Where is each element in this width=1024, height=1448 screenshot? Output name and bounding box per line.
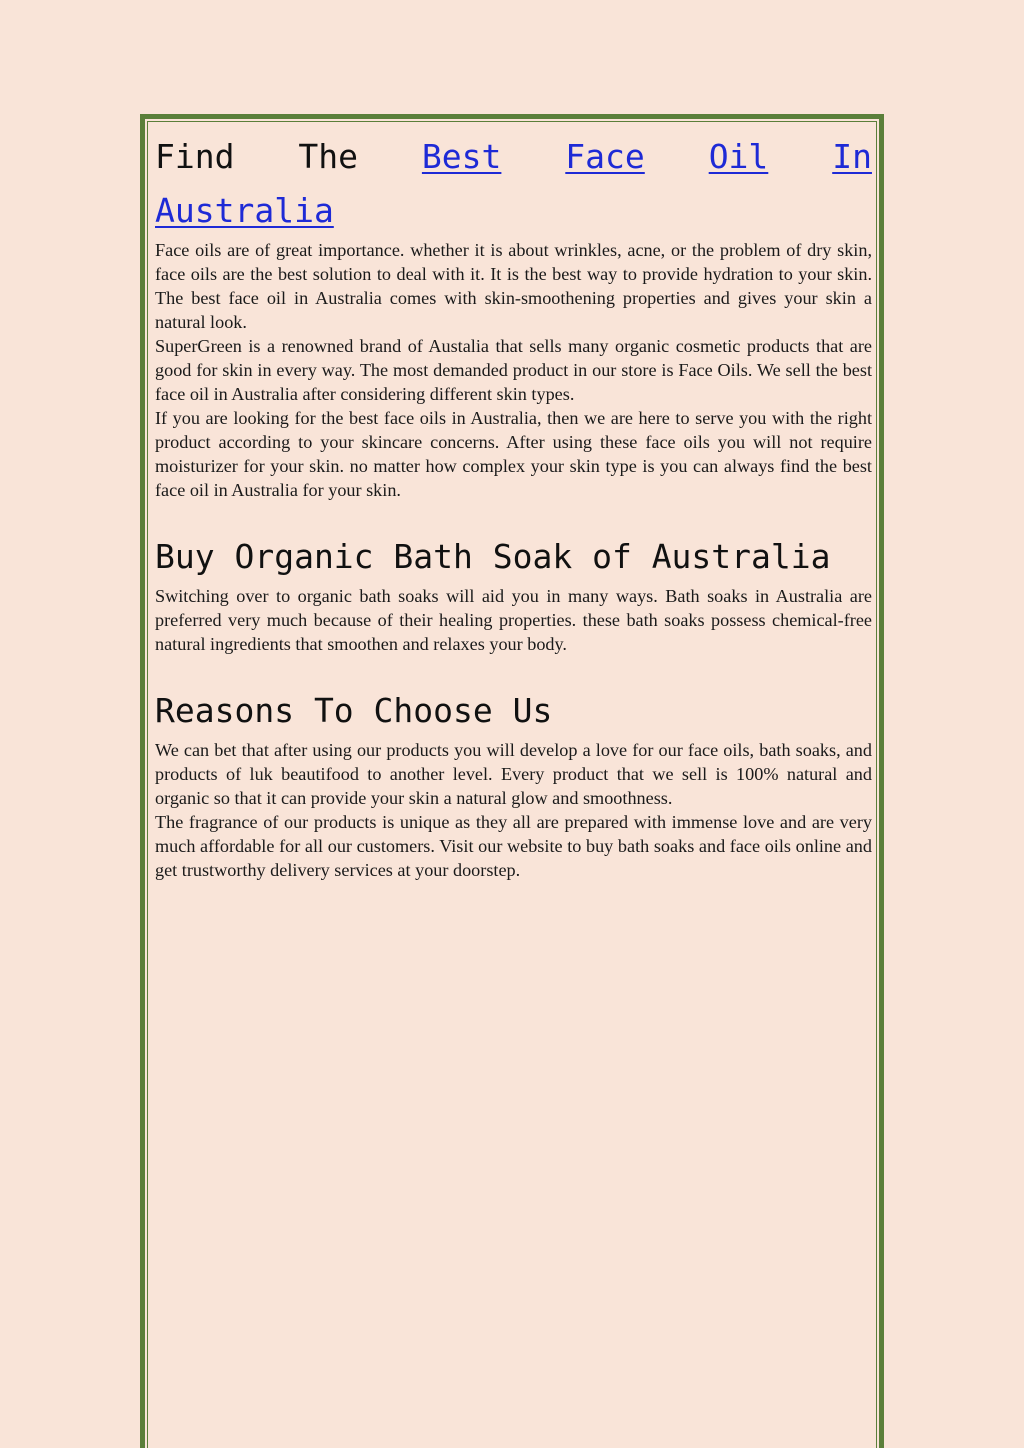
title-line-2	[155, 184, 872, 238]
paragraph-best-face-oils: If you are looking for the best face oils in Australia, then we are here to serve you with the right product according to your skincare concerns. After using these face oils you will not require moisturizer for your skin. no matter how complex your skin type is you can always find the best face oil in Australia for your skin.	[155, 408, 872, 500]
title-link-word-face[interactable]: Face	[565, 137, 645, 176]
title-word-the: The	[298, 137, 358, 176]
title-line-1	[155, 130, 872, 184]
title-link-word-in[interactable]: In	[832, 137, 872, 176]
paragraph-supergreen-brand: SuperGreen is a renowned brand of Austalia that sells many organic cosmetic products that are good for skin in every way. The most demanded product in our store is Face Oils. We sell the best face oil in Australia after considering different skin types.	[155, 336, 872, 404]
paragraph-reasons-products: We can bet that after using our products you will develop a love for our face oils, bath soaks, and products of luk beautifood to another level. Every product that we sell is 100% natural and organic so that it can provide your skin a natural glow and smoothness.	[155, 740, 872, 808]
title-link-word-best[interactable]: Best	[421, 137, 502, 176]
title-link-word-oil[interactable]: Oil	[708, 137, 769, 176]
document-content	[155, 130, 872, 882]
paragraph-face-oils-importance: Face oils are of great importance. whether it is about wrinkles, acne, or the problem of dry skin, face oils are the best solution to deal with it. It is the best way to provide hydration to your skin. The best face oil in Australia comes with skin-smoothening properties and gives your skin a natural look.	[155, 240, 872, 332]
paragraph-fragrance-delivery: The fragrance of our products is unique as they all are prepared with immense love and are very much affordable for all our customers. Visit our website to buy bath soaks and face oils online and get trustworthy delivery services at your doorstep.	[155, 812, 872, 880]
title-word-find: Find	[155, 137, 235, 176]
heading-reasons: Reasons To Choose Us	[155, 691, 553, 730]
heading-bath-soak: Buy Organic Bath Soak of Australia	[155, 537, 831, 576]
title-link-australia[interactable]: Australia	[155, 191, 334, 230]
paragraph-organic-bath-soaks: Switching over to organic bath soaks will aid you in many ways. Bath soaks in Australia are preferred very much because of their healing properties. these bath soaks possess chemical-free natural ingredients that smoothen and relaxes your body.	[155, 586, 872, 654]
page-title	[155, 130, 872, 238]
